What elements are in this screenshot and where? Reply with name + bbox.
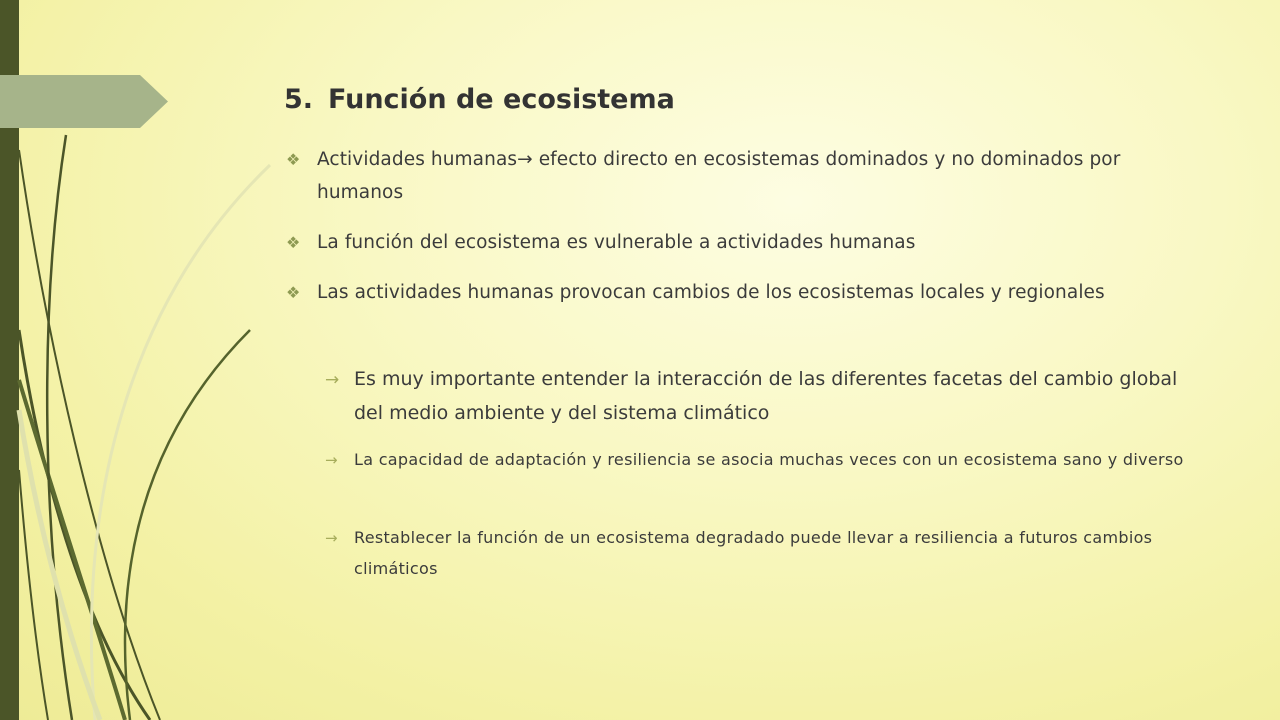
arrow-right-icon: → [325, 529, 338, 547]
sub-bullet-text: La capacidad de adaptación y resiliencia se asocia muchas veces con un ecosistema sano y diverso [354, 450, 1184, 469]
bullet-item [286, 226, 1206, 259]
four-diamond-bullet-icon: ❖ [286, 150, 301, 169]
bullet-text: Las actividades humanas provocan cambios de los ecosistemas locales y regionales [317, 282, 1105, 303]
title-number: 5. [284, 84, 314, 115]
sub-bullet-item [325, 522, 1205, 584]
four-diamond-bullet-icon: ❖ [286, 283, 301, 302]
sub-bullet-item [325, 362, 1205, 430]
slide-title [284, 84, 675, 115]
sub-bullet-text: Restablecer la función de un ecosistema degradado puede llevar a resiliencia a futuros cambios climáticos [354, 528, 1153, 578]
sub-bullet-item [325, 444, 1205, 475]
arrow-right-icon: → [325, 451, 338, 469]
four-diamond-bullet-icon: ❖ [286, 233, 301, 252]
bullet-item [286, 276, 1206, 309]
sub-bullet-text: Es muy importante entender la interacción de las diferentes facetas del cambio global del medio ambiente y del sistema climático [354, 368, 1178, 424]
bullet-text: Actividades humanas→ efecto directo en ecosistemas dominados y no dominados por humanos [317, 149, 1121, 203]
title-text: Función de ecosistema [328, 84, 675, 115]
bullet-item [286, 143, 1206, 209]
bullet-text: La función del ecosistema es vulnerable a actividades humanas [317, 232, 916, 253]
arrow-right-icon: → [325, 370, 340, 390]
